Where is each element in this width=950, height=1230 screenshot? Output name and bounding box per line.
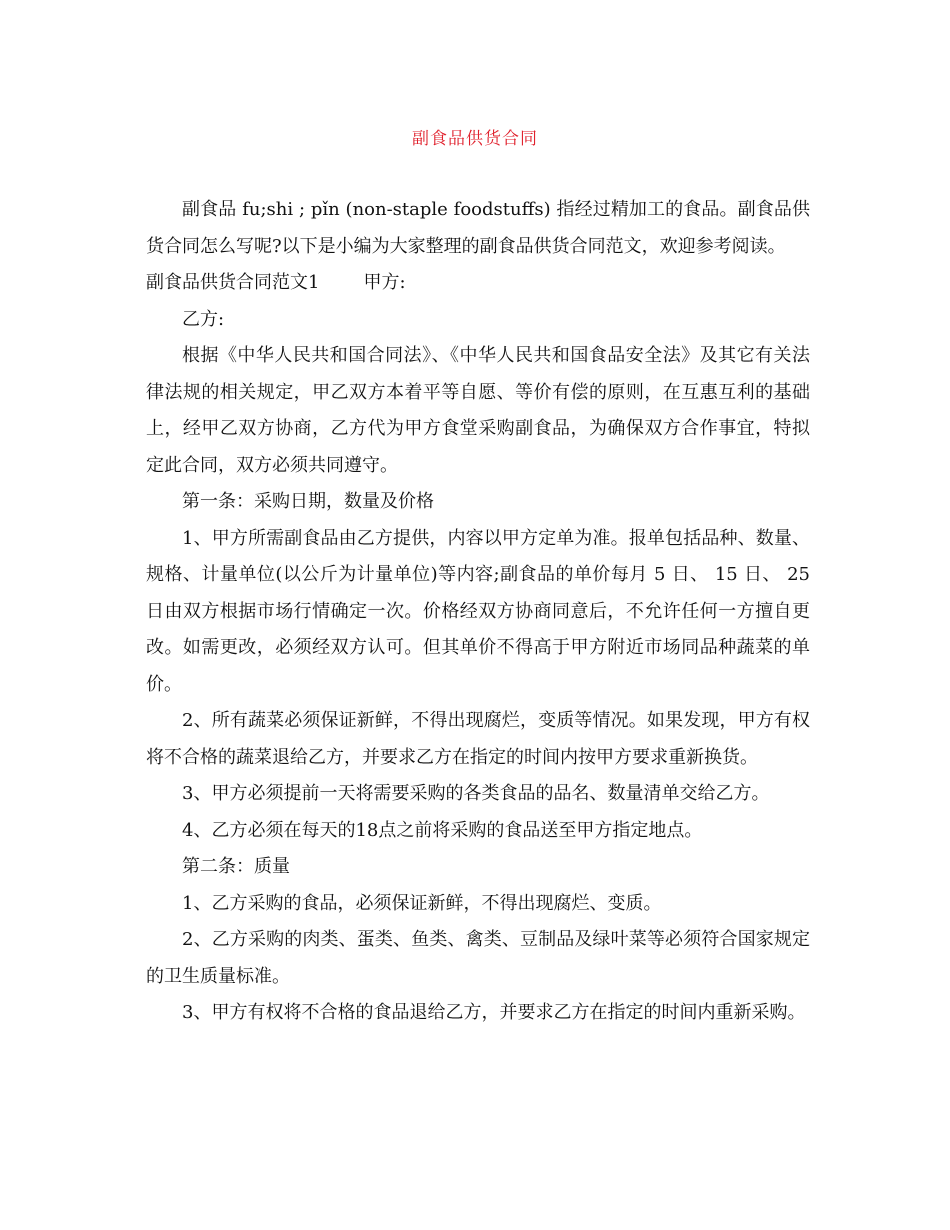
intro-paragraph: 副食品 fu;shi ; pǐn (non-staple foodstuffs) 指经过精加工的食品。副食品供货合同怎么写呢?以下是小编为大家整理的副食品供货合同范文，欢迎参考阅读。 [146, 199, 810, 257]
article-1-heading: 第一条：采购日期，数量及价格 [182, 491, 434, 512]
document-title: 副食品供货合同 [412, 129, 538, 149]
article-1-item: 3、甲方必须提前一天将需要采购的各类食品的品名、数量清单交给乙方。 [182, 783, 770, 804]
sample-heading: 副食品供货合同范文1 [146, 272, 320, 293]
article-1-item: 1、甲方所需副食品由乙方提供，内容以甲方定单为准。报单包括品种、数量、规格、计量单位(以公斤为计量单位)等内容;副食品的单价每月 5 日、 15 日、 25 日由双方根据市场行情确定一次。价格经双方协商同意后，不允许任何一方擅自更改。如需更改，必须经双方认可。但其单价不得高于甲方附近市场同品种蔬菜的单价。 [146, 527, 810, 695]
sample-heading-line [146, 265, 810, 302]
article-2-item: 3、甲方有权将不合格的食品退给乙方，并要求乙方在指定的时间内重新采购。 [182, 1002, 806, 1023]
article-2-item: 1、乙方采购的食品，必须保证新鲜，不得出现腐烂、变质。 [182, 892, 662, 914]
party-b-label: 乙方: [182, 308, 225, 330]
article-2-item: 2、乙方采购的肉类、蛋类、鱼类、禽类、豆制品及绿叶菜等必须符合国家规定的卫生质量标准。 [146, 929, 810, 987]
article-1-item: 2、所有蔬菜必须保证新鲜，不得出现腐烂，变质等情况。如果发现，甲方有权将不合格的蔬菜退给乙方，并要求乙方在指定的时间内按甲方要求重新换货。 [146, 710, 810, 768]
document-body [146, 192, 810, 1032]
article-2-heading: 第二条：质量 [182, 856, 290, 877]
party-a-label: 甲方: [363, 272, 406, 293]
preamble-paragraph: 根据《中华人民共和国合同法》、《中华人民共和国食品安全法》及其它有关法律法规的相关规定，甲乙双方本着平等自愿、等价有偿的原则，在互惠互利的基础上，经甲乙双方协商，乙方代为甲方食堂采购副食品，为确保双方合作事宜，特拟定此合同，双方必须共同遵守。 [146, 345, 810, 476]
article-1-item: 4、乙方必须在每天的18点之前将采购的食品送至甲方指定地点。 [182, 819, 703, 841]
